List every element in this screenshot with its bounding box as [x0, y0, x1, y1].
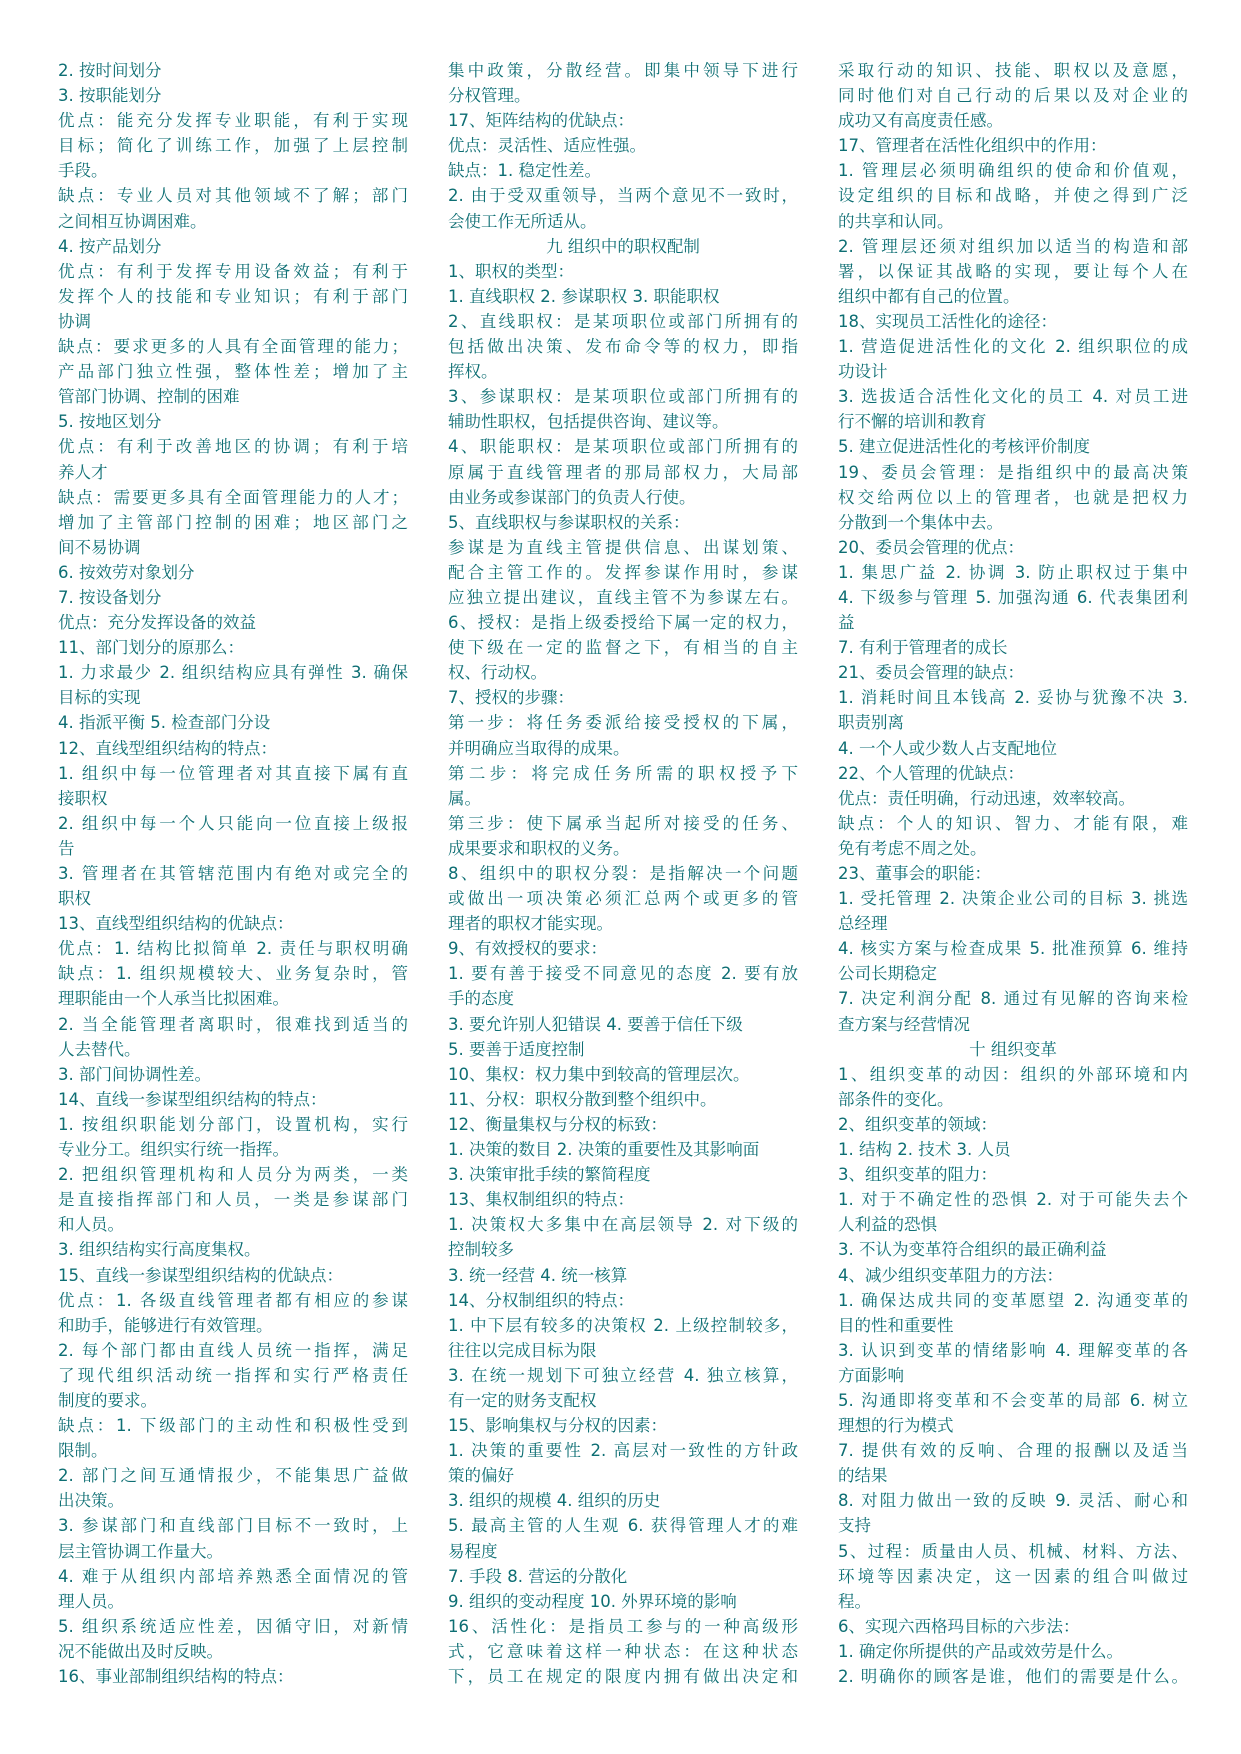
text-line: 式，它意味着这样一种状态：在这种状态: [448, 1641, 798, 1661]
text-line: 7. 有利于管理者的成长: [838, 638, 1008, 658]
text-line: 理想的行为模式: [838, 1416, 954, 1436]
text-line: 成果要求和职权的义务。: [448, 838, 630, 858]
text-line: 控制较多: [448, 1240, 514, 1260]
text-line: 缺点：1. 稳定性差。: [448, 161, 601, 181]
text-line: 1. 结构 2. 技术 3. 人员: [838, 1140, 1011, 1160]
text-line: 1. 要有善于接受不同意见的态度 2. 要有放: [448, 964, 798, 984]
text-line: 1. 决策的重要性 2. 高层对一致性的方针政: [448, 1441, 798, 1461]
text-line: 署，以保证其战略的实现，要让每个人在: [838, 261, 1188, 281]
text-line: 的共享和认同。: [838, 211, 954, 231]
text-line: 2、组织变革的领域：: [838, 1114, 997, 1134]
text-line: 5. 按地区划分: [58, 412, 162, 432]
text-line: 4. 核实方案与检查成果 5. 批准预算 6. 维持: [838, 939, 1188, 959]
text-line: 并明确应当取得的成果。: [448, 738, 630, 758]
text-line: 缺点：专业人员对其他领域不了解；部门: [58, 186, 408, 206]
text-line: 4、职能职权：是某项职位或部门所拥有的: [448, 437, 798, 457]
text-line: 往往以完成目标为限: [448, 1340, 597, 1360]
text-line: 8. 对阻力做出一致的反映 9. 灵活、耐心和: [838, 1491, 1188, 1511]
text-line: 设定组织的目标和战略，并使之得到广泛: [838, 186, 1188, 206]
text-line: 3. 要允许别人犯错误 4. 要善于信任下级: [448, 1014, 743, 1034]
text-line: 15、直线一参谋型组织结构的优缺点：: [58, 1265, 343, 1285]
text-line: 会使工作无所适从。: [448, 211, 597, 231]
text-column-right: [838, 58, 1188, 1689]
text-line: 易程度: [448, 1541, 498, 1561]
text-line: 1. 营造促进活性化的文化 2. 组织职位的成: [838, 337, 1188, 357]
text-line: 管部门协调、控制的困难: [58, 387, 240, 407]
text-line: 人去替代。: [58, 1039, 141, 1059]
text-line: 同时他们对自己行动的后果以及对企业的: [838, 86, 1188, 106]
text-line: 2. 当全能管理者离职时，很难找到适当的: [58, 1014, 408, 1034]
text-line: 或做出一项决策必须汇总两个或更多的管: [448, 889, 798, 909]
text-line: 权交给两位以上的管理者，也就是把权力: [838, 487, 1188, 507]
text-line: 3、组织变革的阻力：: [838, 1165, 997, 1185]
text-line: 5. 建立促进活性化的考核评价制度: [838, 437, 1090, 457]
text-line: 优点：1. 结构比拟简单 2. 责任与职权明确: [58, 939, 408, 959]
text-line: 3. 管理者在其管辖范围内有绝对或完全的: [58, 864, 408, 883]
text-line: 优点：责任明确，行动迅速，效率较高。: [838, 788, 1135, 808]
text-line: 7. 手段 8. 营运的分散化: [448, 1566, 628, 1586]
text-line: 理人员。: [58, 1591, 124, 1611]
text-line: 4. 难于从组织内部培养熟悉全面情况的管: [58, 1566, 408, 1586]
text-line: 配合主管工作的。发挥参谋作用时，参谋: [448, 562, 798, 582]
text-line: 1. 对于不确定性的恐惧 2. 对于可能失去个: [838, 1190, 1188, 1210]
text-line: 优点：有利于改善地区的协调；有利于培: [58, 437, 408, 457]
text-line: 21、委员会管理的缺点：: [838, 663, 1024, 683]
text-line: 2. 部门之间互通情报少，不能集思广益做: [58, 1466, 408, 1486]
text-line: 缺点：需要更多具有全面管理能力的人才；: [58, 487, 408, 507]
text-line: 总经理: [838, 914, 888, 934]
text-line: 5、过程：质量由人员、机械、材料、方法、: [838, 1541, 1188, 1561]
text-line: 23、董事会的职能：: [838, 864, 991, 883]
text-line: 目标；简化了训练工作，加强了上层控制: [58, 136, 408, 156]
text-line: 13、集权制组织的特点：: [448, 1190, 634, 1210]
text-line: 部条件的变化。: [838, 1089, 954, 1109]
text-line: 免有考虑不周之处。: [838, 838, 987, 858]
text-line: 1. 直线职权 2. 参谋职权 3. 职能职权: [448, 286, 720, 306]
text-line: 3. 选拔适合活性化文化的员工 4. 对员工进: [838, 387, 1188, 407]
text-line: 15、影响集权与分权的因素：: [448, 1416, 667, 1436]
text-line: 1. 集思广益 2. 协调 3. 防止职权过于集中: [838, 562, 1188, 582]
text-line: 发挥个人的技能和专业知识；有利于部门: [58, 286, 408, 306]
text-line: 职权: [58, 889, 91, 909]
text-line: 2. 按时间划分: [58, 61, 162, 80]
text-line: 1. 确定你所提供的产品或效劳是什么。: [838, 1641, 1123, 1661]
text-line: 专业分工。组织实行统一指挥。: [58, 1140, 289, 1160]
text-line: 2. 管理层还须对组织加以适当的构造和部: [838, 236, 1188, 256]
text-line: 5、直线职权与参谋职权的关系：: [448, 512, 690, 532]
text-line: 优点：有利于发挥专用设备效益；有利于: [58, 261, 408, 281]
text-line: 目的性和重要性: [838, 1315, 954, 1335]
text-line: 18、实现员工活性化的途径：: [838, 311, 1057, 331]
text-line: 层主管协调工作量大。: [58, 1541, 223, 1561]
text-line: 13、直线型组织结构的优缺点：: [58, 914, 294, 934]
text-line: 缺点：要求更多的人具有全面管理的能力；: [58, 337, 408, 357]
text-line: 3. 组织的规模 4. 组织的历史: [448, 1491, 661, 1511]
text-line: 1. 管理层必须明确组织的使命和价值观，: [838, 161, 1188, 181]
text-line: 限制。: [58, 1441, 108, 1461]
text-line: 有一定的财务支配权: [448, 1390, 597, 1410]
text-line: 间不易协调: [58, 537, 141, 557]
text-line: 1. 消耗时间且本钱高 2. 妥协与犹豫不决 3.: [838, 688, 1188, 708]
text-line: 1、职权的类型：: [448, 261, 574, 281]
text-line: 程。: [838, 1591, 871, 1611]
text-line: 出决策。: [58, 1491, 124, 1511]
text-line: 优点：灵活性、适应性强。: [448, 136, 646, 156]
text-line: 3. 在统一规划下可独立经营 4. 独立核算，: [448, 1365, 798, 1385]
text-line: 和助手，能够进行有效管理。: [58, 1315, 273, 1335]
text-line: 9、有效授权的要求：: [448, 939, 607, 959]
text-line: 挥权。: [448, 362, 498, 382]
text-line: 了现代组织活动统一指挥和实行严格责任: [58, 1365, 408, 1385]
text-line: 5. 要善于适度控制: [448, 1039, 585, 1059]
text-line: 11、分权：职权分散到整个组织中。: [448, 1089, 717, 1109]
text-line: 辅助性职权，包括提供咨询、建议等。: [448, 412, 729, 432]
text-line: 优点：能充分发挥专业职能，有利于实现: [58, 111, 408, 131]
text-line: 12、直线型组织结构的特点：: [58, 738, 277, 758]
text-line: 4. 按产品划分: [58, 236, 162, 256]
text-line: 权、行动权。: [448, 663, 547, 683]
text-line: 理职能由一个人承当比拟困难。: [58, 989, 289, 1009]
text-line: 1. 决策的数目 2. 决策的重要性及其影响面: [448, 1140, 760, 1160]
text-line: 包括做出决策、发布命令等的权力，即指: [448, 337, 798, 357]
text-line: 1. 组织中每一位管理者对其直接下属有直: [58, 763, 408, 783]
text-line: 分散到一个集体中去。: [838, 512, 1003, 532]
section-heading: 九 组织中的职权配制: [546, 236, 700, 256]
text-line: 2. 每个部门都由直线人员统一指挥，满足: [58, 1340, 408, 1360]
text-line: 策的偏好: [448, 1466, 514, 1486]
text-line: 的结果: [838, 1466, 888, 1486]
text-line: 3. 统一经营 4. 统一核算: [448, 1265, 628, 1285]
text-line: 环境等因素决定，这一因素的组合叫做过: [838, 1566, 1188, 1586]
text-line: 16、活性化：是指员工参与的一种高级形: [448, 1616, 798, 1636]
text-line: 理者的职权才能实现。: [448, 914, 613, 934]
text-line: 1. 决策权大多集中在高层领导 2. 对下级的: [448, 1215, 798, 1235]
text-line: 2. 组织中每一个人只能向一位直接上级报: [58, 813, 408, 833]
text-line: 集中政策，分散经营。即集中领导下进行: [448, 61, 798, 80]
text-line: 由业务或参谋部门的负责人行使。: [448, 487, 696, 507]
text-line: 3. 不认为变革符合组织的最正确利益: [838, 1240, 1107, 1260]
text-line: 1. 受托管理 2. 决策企业公司的目标 3. 挑选: [838, 889, 1188, 909]
text-line: 第三步：使下属承当起所对接受的任务、: [448, 813, 798, 833]
text-line: 6、授权：是指上级委授给下属一定的权力，: [448, 613, 798, 633]
text-line: 属。: [448, 788, 481, 808]
text-line: 3. 决策审批手续的繁简程度: [448, 1165, 651, 1185]
text-line: 成功又有高度责任感。: [838, 111, 1003, 131]
text-line: 手的态度: [448, 989, 514, 1009]
text-line: 支持: [838, 1516, 871, 1536]
text-line: 功设计: [838, 362, 888, 382]
text-line: 第二步：将完成任务所需的职权授予下: [448, 763, 798, 783]
text-line: 3. 按职能划分: [58, 86, 162, 106]
text-line: 1. 确保达成共同的变革愿望 2. 沟通变革的: [838, 1290, 1188, 1310]
text-column-middle: [448, 58, 798, 1689]
text-line: 手段。: [58, 161, 108, 181]
text-line: 4. 下级参与管理 5. 加强沟通 6. 代表集团利: [838, 587, 1188, 607]
text-line: 方面影响: [838, 1365, 904, 1385]
text-column-left: [58, 58, 408, 1689]
text-line: 原属于直线管理者的那局部权力，大局部: [448, 462, 798, 482]
text-line: 益: [838, 613, 855, 633]
text-line: 行不懈的培训和教育: [838, 412, 987, 432]
text-line: 5. 最高主管的人生观 6. 获得管理人才的难: [448, 1516, 798, 1536]
text-line: 14、直线一参谋型组织结构的特点：: [58, 1089, 327, 1109]
text-line: 之间相互协调困难。: [58, 211, 207, 231]
text-line: 3. 组织结构实行高度集权。: [58, 1240, 261, 1260]
text-line: 1. 中下层有较多的决策权 2. 上级控制较多，: [448, 1315, 798, 1335]
text-line: 3. 部门间协调性差。: [58, 1064, 211, 1084]
text-line: 分权管理。: [448, 86, 531, 106]
text-line: 3. 认识到变革的情绪影响 4. 理解变革的各: [838, 1340, 1188, 1360]
text-line: 7. 决定利润分配 8. 通过有见解的咨询来检: [838, 989, 1188, 1009]
text-line: 14、分权制组织的特点：: [448, 1290, 634, 1310]
text-line: 11、部门划分的原那么：: [58, 638, 244, 658]
text-line: 20、委员会管理的优点：: [838, 537, 1024, 557]
text-line: 7、授权的步骤：: [448, 688, 574, 708]
text-line: 制度的要求。: [58, 1390, 157, 1410]
text-line: 6、实现六西格玛目标的六步法：: [838, 1616, 1080, 1636]
text-line: 10、集权：权力集中到较高的管理层次。: [448, 1064, 750, 1084]
text-line: 况不能做出及时反映。: [58, 1641, 223, 1661]
text-line: 5. 沟通即将变革和不会变革的局部 6. 树立: [838, 1390, 1188, 1410]
text-line: 4、减少组织变革阻力的方法：: [838, 1265, 1063, 1285]
text-line: 接职权: [58, 788, 108, 808]
text-line: 17、矩阵结构的优缺点：: [448, 111, 634, 131]
text-line: 7. 提供有效的反响、合理的报酬以及适当: [838, 1441, 1188, 1461]
text-line: 参谋是为直线主管提供信息、出谋划策、: [448, 537, 798, 557]
text-line: 优点：充分发挥设备的效益: [58, 613, 256, 633]
text-line: 缺点：1. 组织规模较大、业务复杂时，管: [58, 964, 408, 984]
text-line: 目标的实现: [58, 688, 141, 708]
text-line: 8、组织中的职权分裂：是指解决一个问题: [448, 864, 798, 883]
text-line: 17、管理者在活性化组织中的作用：: [838, 136, 1107, 156]
text-line: 2. 明确你的顾客是谁，他们的需要是什么。: [838, 1667, 1188, 1686]
text-line: 1. 力求最少 2. 组织结构应具有弹性 3. 确保: [58, 663, 408, 683]
text-line: 6. 按效劳对象划分: [58, 562, 195, 582]
text-line: 职责别离: [838, 713, 904, 733]
text-line: 增加了主管部门控制的困难；地区部门之: [58, 512, 408, 532]
text-line: 养人才: [58, 462, 108, 482]
text-line: 22、个人管理的优缺点：: [838, 763, 1024, 783]
text-line: 12、衡量集权与分权的标致：: [448, 1114, 667, 1134]
text-line: 1、组织变革的动因：组织的外部环境和内: [838, 1064, 1188, 1084]
text-line: 使下级在一定的监督之下，有相当的自主: [448, 638, 798, 658]
text-line: 2、直线职权：是某项职位或部门所拥有的: [448, 311, 798, 331]
text-line: 告: [58, 838, 75, 858]
text-line: 采取行动的知识、技能、职权以及意愿，: [838, 61, 1188, 80]
text-line: 查方案与经营情况: [838, 1014, 970, 1034]
text-line: 和人员。: [58, 1215, 124, 1235]
text-line: 缺点：个人的知识、智力、才能有限，难: [838, 813, 1188, 833]
text-line: 应独立提出建议，直线主管不为参谋左右。: [448, 587, 798, 607]
text-line: 4. 一个人或少数人占支配地位: [838, 738, 1057, 758]
text-line: 2. 由于受双重领导，当两个意见不一致时，: [448, 186, 798, 206]
text-line: 5. 组织系统适应性差，因循守旧，对新情: [58, 1616, 408, 1636]
text-line: 优点：1. 各级直线管理者都有相应的参谋: [58, 1290, 408, 1310]
text-line: 是直接指挥部门和人员，一类是参谋部门: [58, 1190, 408, 1210]
text-line: 9. 组织的变动程度 10. 外界环境的影响: [448, 1591, 737, 1611]
text-line: 下，员工在规定的限度内拥有做出决定和: [448, 1667, 798, 1686]
text-line: 19、委员会管理：是指组织中的最高决策: [838, 462, 1188, 482]
text-line: 3. 参谋部门和直线部门目标不一致时，上: [58, 1516, 408, 1536]
text-line: 第一步：将任务委派给接受授权的下属，: [448, 713, 798, 733]
text-line: 产品部门独立性强，整体性差；增加了主: [58, 362, 408, 382]
text-line: 7. 按设备划分: [58, 587, 162, 607]
section-heading: 十 组织变革: [969, 1039, 1057, 1059]
text-line: 2. 把组织管理机构和人员分为两类，一类: [58, 1165, 408, 1185]
text-line: 16、事业部制组织结构的特点：: [58, 1667, 294, 1686]
text-line: 3、参谋职权：是某项职位或部门所拥有的: [448, 387, 798, 407]
text-line: 公司长期稳定: [838, 964, 937, 984]
text-line: 人利益的恐惧: [838, 1215, 937, 1235]
text-line: 1. 按组织职能划分部门，设置机构，实行: [58, 1114, 408, 1134]
text-line: 4. 指派平衡 5. 检查部门分设: [58, 713, 271, 733]
text-line: 协调: [58, 311, 91, 331]
text-line: 缺点：1. 下级部门的主动性和积极性受到: [58, 1416, 408, 1436]
text-line: 组织中都有自己的位置。: [838, 286, 1020, 306]
